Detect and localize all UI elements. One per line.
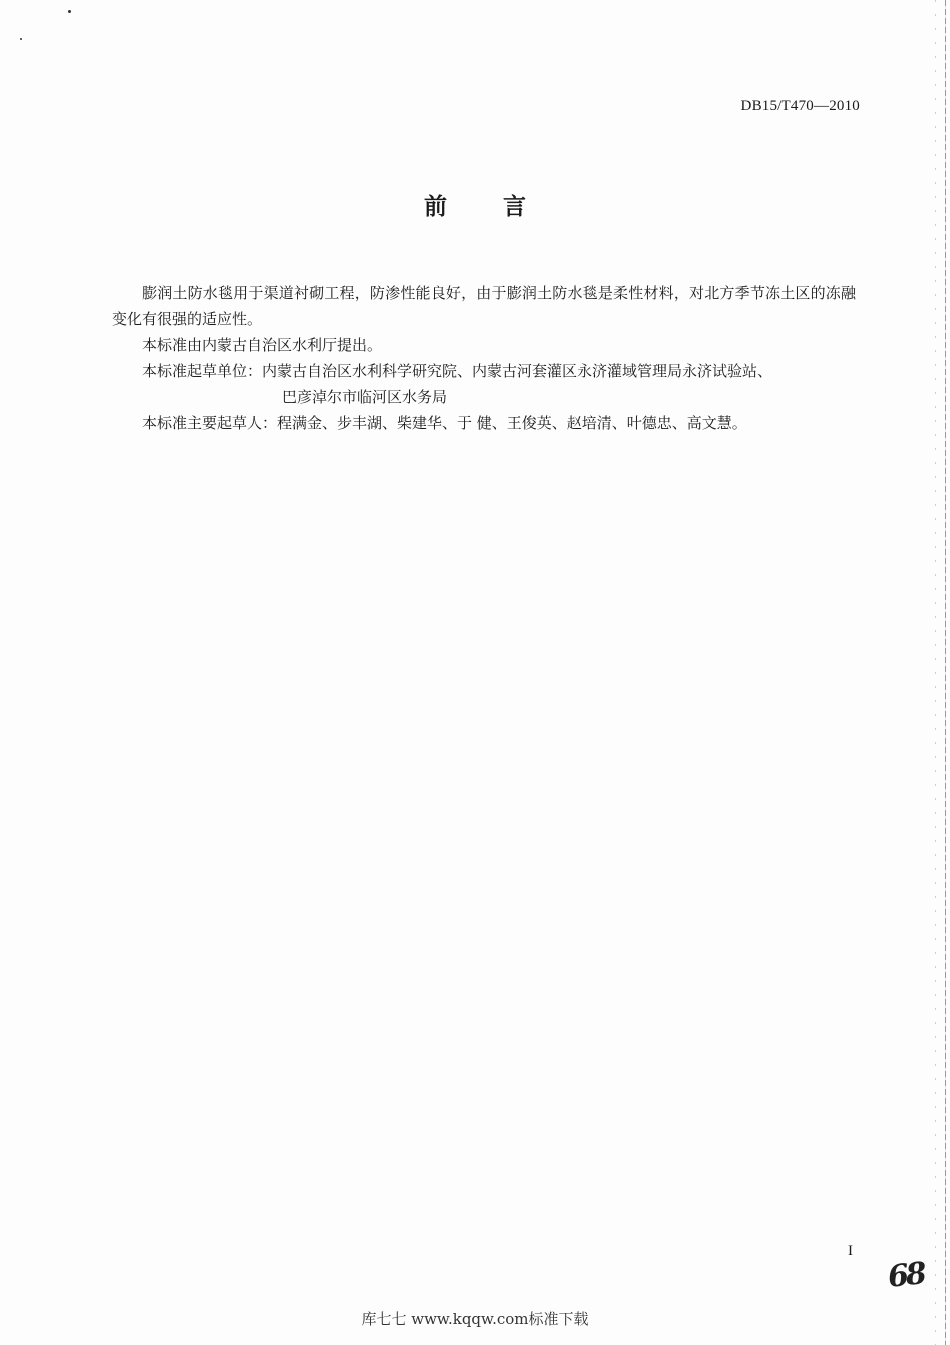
page-title: 前言: [424, 194, 582, 220]
drafting-units-label: 本标准起草单位：: [142, 362, 263, 380]
document-code: DB15/T470—2010: [740, 98, 860, 114]
drafting-units-continuation: 巴彦淖尔市临河区水务局: [282, 388, 448, 406]
page-number: I: [848, 1243, 853, 1259]
scan-speck: [68, 10, 71, 13]
foreword-paragraph: 膨润土防水毯用于渠道衬砌工程，防渗性能良好，由于膨润土防水毯是柔性材料，对北方季节冻土区的冻融变化有很强的适应性。: [112, 284, 856, 328]
drafting-units-paragraph: [112, 358, 856, 384]
scan-edge-dots: [935, 0, 936, 1345]
drafting-units-line: 内蒙古自治区水利科学研究院、内蒙古河套灌区永济灌域管理局永济试验站、: [262, 362, 773, 380]
scan-edge-line: [945, 0, 946, 1345]
drafters-paragraph: 本标准主要起草人：程满金、步丰湖、柴建华、于 健、王俊英、赵培清、叶德忠、高文慧。: [142, 414, 747, 432]
footer-watermark: 库七七 www.kqqw.com标准下载: [361, 1310, 589, 1328]
handwritten-page-mark: 68: [886, 1256, 926, 1295]
scan-speck: [20, 38, 22, 40]
foreword-body: [112, 280, 856, 436]
foreword-paragraph: 本标准由内蒙古自治区水利厅提出。: [142, 336, 383, 354]
